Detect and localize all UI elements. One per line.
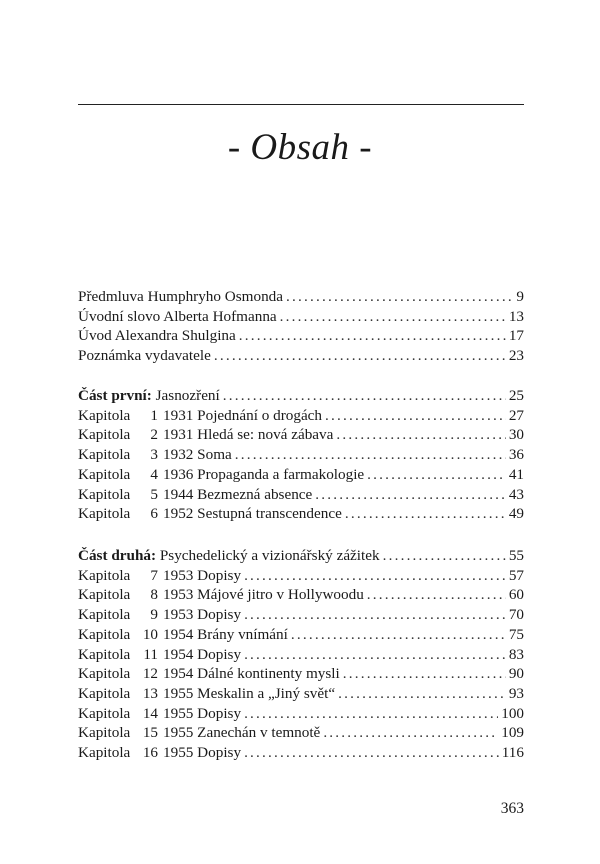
part-heading-label (78, 546, 380, 566)
dot-leader (214, 346, 506, 366)
dot-leader (244, 605, 506, 625)
toc-entry-label: Úvod Alexandra Shulgina (78, 327, 236, 345)
chapter-title: 1952 Sestupná transcendence (163, 505, 342, 523)
toc-entry-page: 116 (501, 744, 524, 762)
chapter-number: 15 (142, 724, 158, 742)
toc-part-one (78, 386, 524, 524)
page-title: - Obsah - (227, 127, 373, 168)
toc-chapter[interactable] (78, 704, 524, 724)
chapter-label (78, 704, 241, 724)
chapter-prefix: Kapitola (78, 665, 131, 683)
chapter-label (78, 684, 335, 704)
chapter-title: 1953 Dopisy (163, 606, 242, 624)
toc-chapter[interactable] (78, 585, 524, 605)
dot-leader (286, 287, 513, 307)
toc-part-heading[interactable] (78, 546, 524, 566)
dot-leader (315, 485, 506, 505)
toc-chapter[interactable] (78, 664, 524, 684)
chapter-number: 6 (150, 505, 158, 523)
toc-entry-page: 43 (508, 485, 524, 503)
toc-part-two (78, 546, 524, 763)
dot-leader (345, 504, 506, 524)
toc-entry-page: 13 (508, 307, 524, 325)
toc-entry-page: 70 (508, 606, 524, 624)
chapter-number: 7 (150, 566, 158, 584)
chapter-title: 1936 Propaganda a farmakologie (163, 465, 365, 483)
toc-chapter[interactable] (78, 425, 524, 445)
dot-leader (291, 625, 506, 645)
dot-leader (323, 723, 498, 743)
chapter-prefix: Kapitola (78, 684, 131, 702)
toc-entry-page: 25 (508, 387, 524, 404)
chapter-title: 1954 Dálné kontinenty mysli (163, 665, 340, 683)
chapter-title: 1931 Hledá se: nová zábava (163, 426, 334, 444)
chapter-label (78, 723, 320, 743)
chapter-label (78, 566, 241, 586)
toc-chapter[interactable] (78, 504, 524, 524)
toc-entry-page: 17 (508, 327, 524, 345)
dot-leader (336, 425, 505, 445)
chapter-label (78, 645, 241, 665)
toc-front-matter (78, 287, 524, 366)
chapter-prefix: Kapitola (78, 724, 131, 742)
chapter-title: 1931 Pojednání o drogách (163, 406, 323, 424)
chapter-prefix: Kapitola (78, 465, 131, 483)
toc-entry-page: 93 (508, 684, 524, 702)
chapter-number: 16 (142, 744, 158, 762)
dot-leader (325, 406, 506, 426)
page-number: 363 (500, 800, 524, 817)
part-heading: Část druhá: (78, 547, 157, 564)
chapter-prefix: Kapitola (78, 485, 131, 503)
chapter-number: 14 (142, 704, 158, 722)
chapter-title: 1955 Zanechán v temnotě (163, 724, 321, 742)
toc-entry-label: Předmluva Humphryho Osmonda (78, 288, 284, 305)
chapter-title: 1955 Dopisy (163, 704, 242, 722)
toc-entry-page: 55 (508, 547, 524, 564)
dot-leader (343, 664, 506, 684)
dot-leader (235, 445, 506, 465)
chapter-title: 1955 Dopisy (163, 744, 242, 762)
toc-entry[interactable] (78, 287, 524, 307)
chapter-label (78, 664, 340, 684)
chapter-number: 11 (143, 645, 158, 663)
toc-entry-page: 27 (508, 406, 524, 424)
toc-chapter[interactable] (78, 445, 524, 465)
chapter-label (78, 445, 232, 465)
part-title: Jasnozření (155, 387, 220, 404)
chapter-label (78, 743, 241, 763)
chapter-label (78, 585, 364, 605)
toc-entry[interactable] (78, 346, 524, 366)
dot-leader (280, 307, 506, 327)
toc-chapter[interactable] (78, 465, 524, 485)
chapter-title: 1955 Meskalin a „Jiný svět“ (163, 684, 336, 702)
dot-leader (244, 645, 506, 665)
chapter-label (78, 465, 364, 485)
toc-chapter[interactable] (78, 723, 524, 743)
toc-entry-page: 100 (501, 704, 524, 722)
dot-leader (244, 566, 506, 586)
toc-entry-page: 83 (508, 645, 524, 663)
chapter-prefix: Kapitola (78, 704, 131, 722)
dot-leader (367, 465, 506, 485)
chapter-prefix: Kapitola (78, 566, 131, 584)
chapter-label (78, 625, 288, 645)
chapter-title: 1953 Májové jitro v Hollywoodu (163, 586, 364, 604)
toc-entry-page: 49 (508, 505, 524, 523)
toc-chapter[interactable] (78, 605, 524, 625)
chapter-number: 2 (150, 426, 158, 444)
toc-entry-page: 9 (516, 288, 524, 305)
chapter-prefix: Kapitola (78, 446, 131, 464)
toc-chapter[interactable] (78, 684, 524, 704)
toc-entry-page: 75 (508, 625, 524, 643)
toc-chapter[interactable] (78, 625, 524, 645)
chapter-number: 13 (142, 684, 158, 702)
dot-leader (223, 386, 506, 406)
dot-leader (244, 704, 498, 724)
chapter-prefix: Kapitola (78, 426, 131, 444)
toc-entry[interactable] (78, 326, 524, 346)
chapter-number: 8 (150, 586, 158, 604)
toc-chapter[interactable] (78, 645, 524, 665)
toc-entry-page: 30 (508, 426, 524, 444)
chapter-title: 1944 Bezmezná absence (163, 485, 313, 503)
part-heading: Část první: (78, 387, 152, 404)
toc-chapter[interactable] (78, 485, 524, 505)
chapter-prefix: Kapitola (78, 406, 131, 424)
chapter-title: 1954 Brány vnímání (163, 625, 288, 643)
part-title: Psychedelický a vizionářský zážitek (159, 547, 380, 564)
chapter-prefix: Kapitola (78, 744, 131, 762)
chapter-title: 1954 Dopisy (163, 645, 242, 663)
toc-entry-label: Úvodní slovo Alberta Hofmanna (78, 307, 277, 325)
toc-entry-page: 60 (508, 586, 524, 604)
chapter-label (78, 485, 312, 505)
toc-chapter[interactable] (78, 406, 524, 426)
chapter-prefix: Kapitola (78, 645, 131, 663)
chapter-prefix: Kapitola (78, 606, 131, 624)
chapter-number: 9 (150, 606, 158, 624)
toc-part-heading[interactable] (78, 386, 524, 406)
chapter-label (78, 425, 333, 445)
chapter-number: 3 (150, 446, 158, 464)
chapter-label (78, 605, 241, 625)
dot-leader (338, 684, 506, 704)
toc-entry-page: 57 (508, 566, 524, 584)
dot-leader (367, 585, 506, 605)
dot-leader (239, 326, 506, 346)
chapter-number: 4 (150, 465, 158, 483)
toc-chapter[interactable] (78, 566, 524, 586)
chapter-label (78, 504, 342, 524)
chapter-number: 12 (142, 665, 158, 683)
chapter-number: 10 (142, 625, 158, 643)
chapter-title: 1953 Dopisy (163, 566, 242, 584)
toc-entry-page: 41 (508, 465, 524, 483)
toc-entry-page: 90 (508, 665, 524, 683)
chapter-prefix: Kapitola (78, 586, 131, 604)
chapter-number: 5 (150, 485, 158, 503)
toc-entry-page: 23 (508, 347, 524, 365)
chapter-label (78, 406, 322, 426)
dot-leader (244, 743, 499, 763)
chapter-prefix: Kapitola (78, 505, 131, 523)
toc-entry[interactable] (78, 307, 524, 327)
part-heading-label (78, 386, 220, 406)
toc-entry-page: 36 (508, 446, 524, 464)
toc-entry-page: 109 (501, 724, 524, 742)
toc-chapter[interactable] (78, 743, 524, 763)
chapter-prefix: Kapitola (78, 625, 131, 643)
toc-entry-label: Poznámka vydavatele (78, 347, 211, 365)
dot-leader (383, 546, 506, 566)
chapter-number: 1 (150, 406, 158, 424)
chapter-title: 1932 Soma (163, 446, 232, 464)
top-rule (78, 104, 524, 105)
